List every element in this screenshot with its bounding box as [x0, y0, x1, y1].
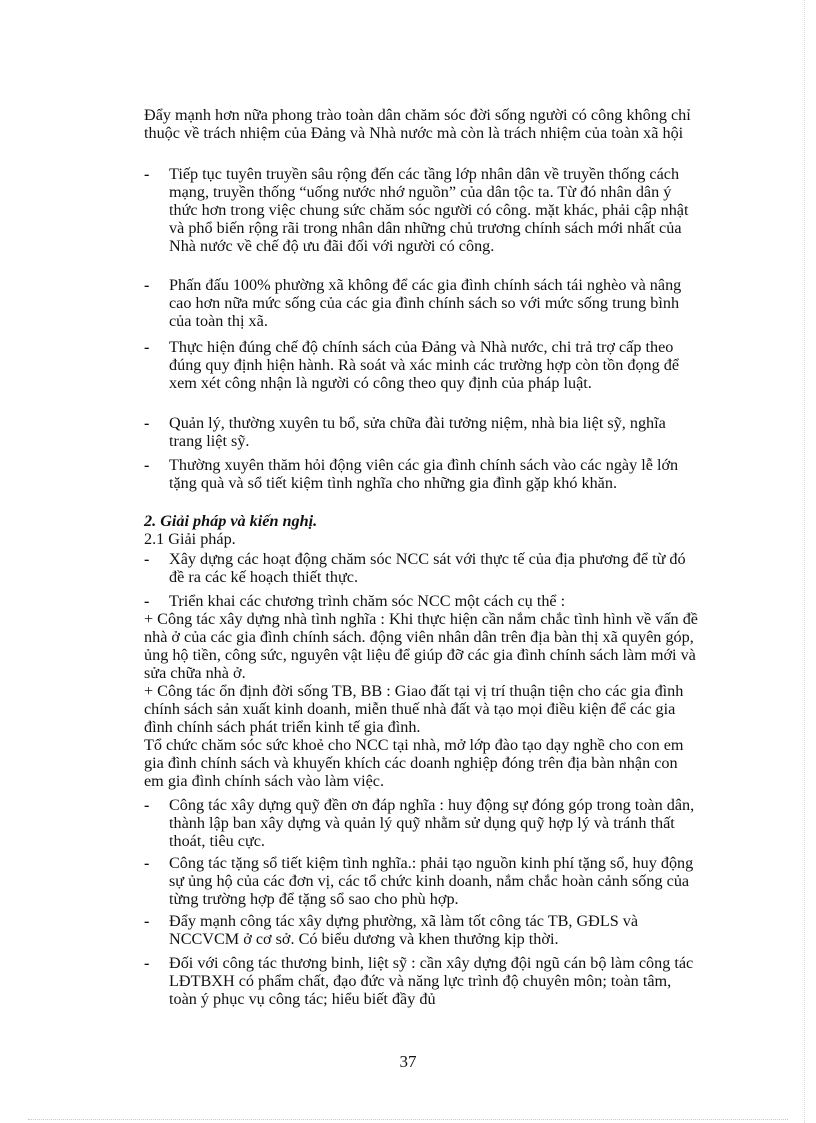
bullet-item — [144, 854, 699, 908]
bullet-dash: - — [144, 912, 150, 930]
bullet-text: Tiếp tục tuyên truyền sâu rộng đến các tầng lớp nhân dân về truyền thống cách mạng, truyền thống “uống nước nhớ nguồn” của dân tộc ta. Từ đó nhân dân ý thức hơn trong việc chung sức chăm sóc người có công. mặt khác, phải cập nhật và phổ biến rộng rãi trong nhân dân những chủ trương chính sách mới nhất của Nhà nước về chế độ ưu đãi đối với người có công. — [169, 165, 689, 255]
bullet-text: Thường xuyên thăm hỏi động viên các gia đình chính sách vào các ngày lễ lớn tặng quà và sổ tiết kiệm tình nghĩa cho những gia đình gặp khó khăn. — [169, 456, 679, 492]
page-bottom-divider — [28, 1119, 788, 1120]
bullet-text: Xây dựng các hoạt động chăm sóc NCC sát với thực tế của địa phương để từ đó đề ra các kế hoạch thiết thực. — [169, 550, 686, 586]
bullet-dash: - — [144, 854, 150, 872]
page-number: 37 — [399, 1052, 417, 1071]
bullet-dash: - — [144, 550, 150, 568]
bullet-text: Thực hiện đúng chế độ chính sách của Đảng và Nhà nước, chi trả trợ cấp theo đúng quy định hiện hành. Rà soát và xác minh các trường hợp còn tồn đọng để xem xét công nhận là người có công theo quy định của pháp luật. — [169, 338, 680, 392]
bullet-text: Công tác tặng sổ tiết kiệm tình nghĩa.: phải tạo nguồn kinh phí tặng sổ, huy động sự ủng hộ của các đơn vị, các tổ chức kinh doanh, nắm chắc hoàn cảnh sống của từng trường hợp để tặng sổ sao cho phù hợp. — [169, 854, 694, 908]
section-heading: 2. Giải pháp và kiến nghị. — [144, 512, 318, 530]
bullet-item — [144, 165, 699, 255]
bullet-text: Công tác xây dựng quỹ đền ơn đáp nghĩa : huy động sự đóng góp trong toàn dân, thành lập ban xây dựng và quản lý quỹ nhằm sử dụng quỹ hợp lý và tránh thất thoát, tiêu cực. — [169, 796, 695, 850]
page-side-divider — [804, 0, 805, 1123]
bullet-text: Quản lý, thường xuyên tu bổ, sửa chữa đài tưởng niệm, nhà bia liệt sỹ, nghĩa trang liệt sỹ. — [169, 414, 666, 450]
bullet-text: Triển khai các chương trình chăm sóc NCC một cách cụ thể : — [169, 592, 566, 610]
bullet-dash: - — [144, 338, 150, 356]
bullet-text: Phấn đấu 100% phường xã không để các gia đình chính sách tái nghèo và nâng cao hơn nữa mức sống của các gia đình chính sách so với mức sống trung bình của toàn thị xã. — [169, 276, 682, 330]
bullet-dash: - — [144, 796, 150, 814]
intro-paragraph: Đẩy mạnh hơn nữa phong trào toàn dân chăm sóc đời sống người có công không chỉ thuộc về trách nhiệm của Đảng và Nhà nước mà còn là trách nhiệm của toàn xã hội — [144, 106, 691, 142]
bullet-item — [144, 456, 699, 492]
bullet-dash: - — [144, 276, 150, 294]
bullet-item — [144, 592, 699, 610]
bullet-dash: - — [144, 954, 150, 972]
bullet-text: Đẩy mạnh công tác xây dựng phường, xã làm tốt công tác TB, GĐLS và NCCVCM ở cơ sở. Có biểu dương và khen thưởng kịp thời. — [169, 912, 639, 948]
bullet-dash: - — [144, 414, 150, 432]
bullet-item — [144, 276, 699, 330]
subsection-heading: 2.1 Giải pháp. — [144, 530, 236, 548]
body-paragraph: Tổ chức chăm sóc sức khoẻ cho NCC tại nhà, mở lớp đào tạo dạy nghề cho con em gia đình chính sách và khuyến khích các doanh nghiệp đóng trên địa bàn nhận con em gia đình chính sách vào làm việc. — [144, 736, 684, 790]
bullet-text: Đối với công tác thương binh, liệt sỹ : cần xây dựng đội ngũ cán bộ làm công tác LĐTBXH có phẩm chất, đạo đức và năng lực trình độ chuyên môn; toàn tâm, toàn ý phục vụ công tác; hiểu biết đầy đủ — [169, 954, 694, 1008]
plus-paragraph: + Công tác ổn định đời sống TB, BB : Giao đất tại vị trí thuận tiện cho các gia đình chính sách sản xuất kinh doanh, miễn thuế nhà đất và tạo mọi điều kiện để các gia đình chính sách phát triển kinh tế gia đình. — [144, 682, 684, 736]
plus-paragraph: + Công tác xây dựng nhà tình nghĩa : Khi thực hiện cần nắm chắc tình hình về vấn đề nhà ở của các gia đình chính sách. động viên nhân dân trên địa bàn thị xã quyên góp, ủng hộ tiền, công sức, nguyên vật liệu để giúp đỡ các gia đình chính sách làm mới và sửa chữa nhà ở. — [144, 610, 698, 682]
bullet-dash: - — [144, 456, 150, 474]
bullet-item — [144, 912, 699, 948]
bullet-dash: - — [144, 165, 150, 183]
bullet-item — [144, 796, 699, 850]
bullet-dash: - — [144, 592, 150, 610]
bullet-item — [144, 954, 699, 1008]
bullet-item — [144, 414, 699, 450]
bullet-item — [144, 550, 699, 586]
bullet-item — [144, 338, 699, 392]
